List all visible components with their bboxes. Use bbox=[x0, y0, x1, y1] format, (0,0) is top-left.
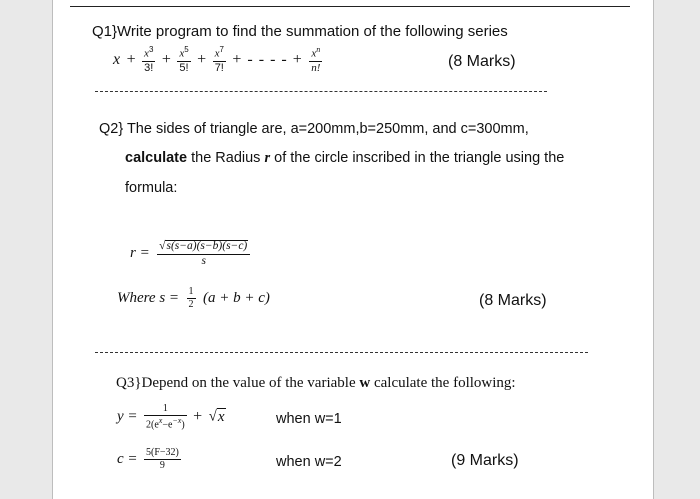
condition-w1: when w=1 bbox=[276, 411, 342, 427]
term-xn-over-n: $\frac{x^n}{n!}$ bbox=[311, 45, 321, 74]
q2-marks: (8 Marks) bbox=[479, 292, 547, 309]
equation-y: y = $\frac{1}{2(e^x-e^{-x})}$ + √x bbox=[117, 403, 225, 431]
condition-w2: when w=2 bbox=[276, 454, 342, 470]
separator-dashed-2 bbox=[95, 352, 588, 353]
separator-dashed-1 bbox=[95, 91, 547, 92]
term-x7-over-7: $\frac{x^7}{7!}$ bbox=[214, 45, 224, 74]
q1-marks: (8 Marks) bbox=[448, 53, 516, 70]
inradius-formula: r = $\frac{√s(s-a)(s-b)(s-c)}{s}$ bbox=[130, 240, 250, 267]
term-x5-over-5: $\frac{x^5}{5!}$ bbox=[179, 45, 189, 74]
plus-sign: + bbox=[126, 50, 136, 68]
q2-question-text: Q2} The sides of triangle are, a=200mm,b=250mm, and c=300mm, bbox=[99, 121, 529, 137]
q3-question-text: Q3}Depend on the value of the variable w calculate the following: bbox=[116, 375, 516, 391]
plus-sign: + bbox=[161, 50, 171, 68]
series-x: x bbox=[113, 50, 121, 68]
q2-line-2: calculate the Radius r of the circle inscribed in the triangle using the bbox=[125, 150, 565, 166]
semi-perimeter-formula: Where s = $\frac{1}{2}$ (a + b + c) bbox=[117, 286, 270, 310]
series-continuation: + - - - - + bbox=[232, 50, 303, 68]
q2-line-3: formula: bbox=[125, 180, 178, 196]
q1-series-formula bbox=[113, 46, 322, 74]
term-x3-over-3: $\frac{x^3}{3!}$ bbox=[144, 45, 154, 74]
equation-c: c = $\frac{5(F-32)}{9}$ bbox=[117, 447, 179, 471]
q1-question-text: Q1}Write program to find the summation of the following series bbox=[92, 23, 508, 40]
q3-marks: (9 Marks) bbox=[451, 452, 519, 469]
top-rule bbox=[70, 6, 630, 7]
plus-sign: + bbox=[197, 50, 207, 68]
